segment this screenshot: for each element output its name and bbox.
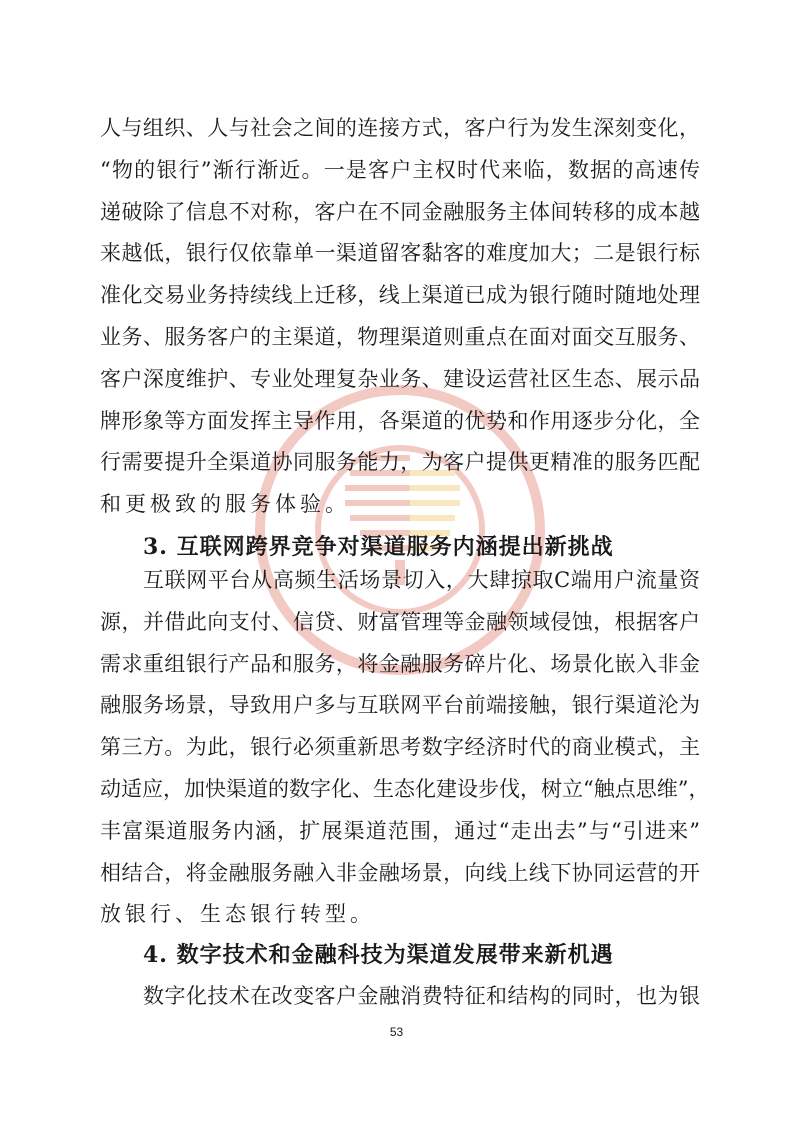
paragraph-line: 第三方。为此，银行必须重新思考数字经济时代的商业模式，主 <box>100 735 700 760</box>
paragraph-line: 数字化技术在改变客户金融消费特征和结构的同时，也为银 <box>143 984 700 1008</box>
paragraph-line: 需求重组银行产品和服务，将金融服务碎片化、场景化嵌入非金 <box>100 651 700 676</box>
paragraph-line: 丰富渠道服务内涵，扩展渠道范围，通过“走出去”与“引进来” <box>100 818 700 843</box>
paragraph-line: 相结合，将金融服务融入非金融场景，向线上线下协同运营的开 <box>100 860 700 885</box>
paragraph-line: 准化交易业务持续线上迁移，线上渠道已成为银行随时随地处理 <box>100 283 700 308</box>
paragraph-line: 和更极致的服务体验。 <box>100 492 350 517</box>
paragraph-line: 来越低，银行仅依靠单一渠道留客黏客的难度加大；二是银行标 <box>100 241 700 266</box>
section-heading-3: 3. 互联网跨界竞争对渠道服务内涵提出新挑战 <box>143 534 614 560</box>
paragraph-line: 互联网平台从高频生活场景切入，大肆掠取C端用户流量资 <box>143 568 700 592</box>
paragraph-line: 递破除了信息不对称，客户在不同金融服务主体间转移的成本越 <box>100 199 700 224</box>
paragraph-line: 融服务场景，导致用户多与互联网平台前端接触，银行渠道沦为 <box>100 693 700 718</box>
section-heading-4: 4. 数字技术和金融科技为渠道发展带来新机遇 <box>143 942 614 968</box>
paragraph-line: “物的银行”渐行渐近。一是客户主权时代来临，数据的高速传 <box>100 157 700 182</box>
paragraph-line: 动适应，加快渠道的数字化、生态化建设步伐，树立“触点思维”， <box>100 777 710 801</box>
paragraph-line: 牌形象等方面发挥主导作用，各渠道的优势和作用逐步分化，全 <box>100 408 700 433</box>
paragraph-line: 放银行、生态银行转型。 <box>100 902 375 927</box>
paragraph-line: 行需要提升全渠道协同服务能力，为客户提供更精准的服务匹配 <box>100 450 700 475</box>
paragraph-line: 源，并借此向支付、信贷、财富管理等金融领域侵蚀，根据客户 <box>100 609 700 634</box>
page-number: 53 <box>389 1025 404 1039</box>
paragraph-line: 人与组织、人与社会之间的连接方式，客户行为发生深刻变化， <box>100 116 700 140</box>
paragraph-line: 客户深度维护、专业处理复杂业务、建设运营社区生态、展示品 <box>100 366 700 391</box>
paragraph-line: 业务、服务客户的主渠道，物理渠道则重点在面对面交互服务、 <box>100 325 700 349</box>
